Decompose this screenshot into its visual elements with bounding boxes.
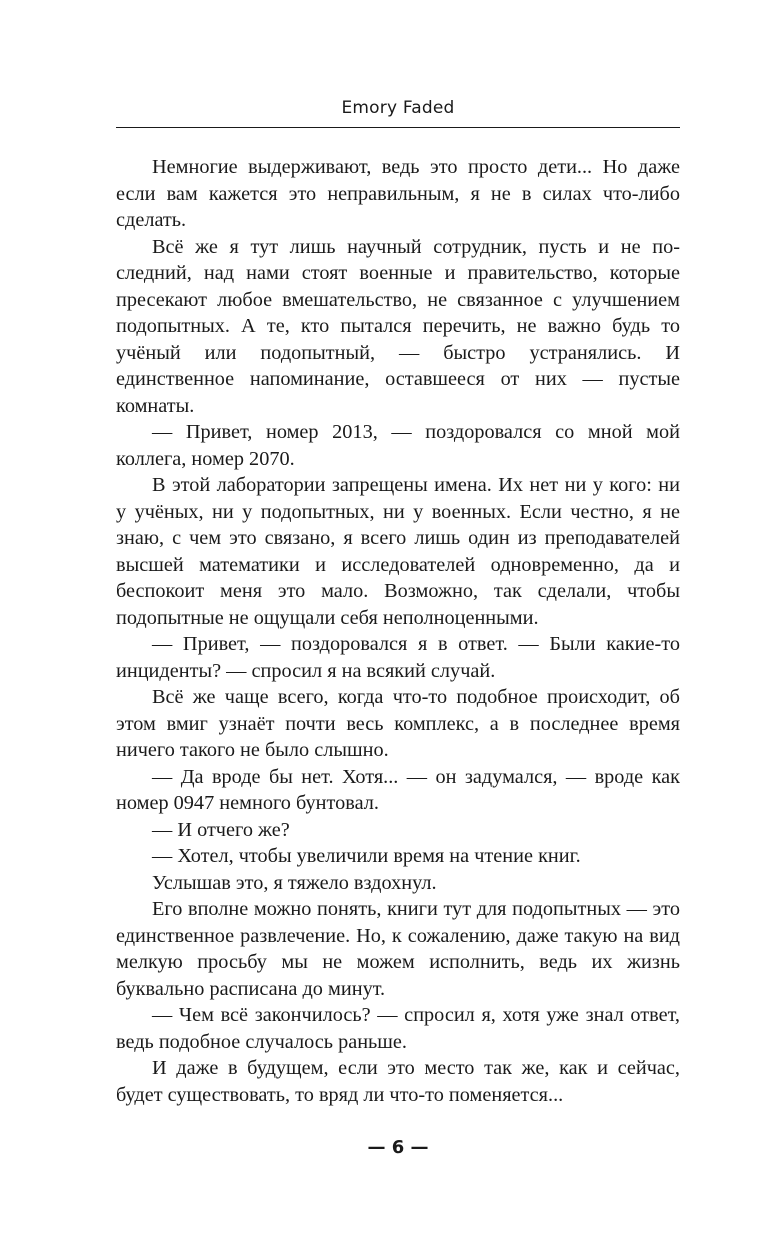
paragraph: Услышав это, я тяжело вздохнул. xyxy=(152,871,437,894)
paragraph: — Да вроде бы нет. Хотя... — он задумался, — вроде как номер 0947 немного бунтовал. xyxy=(116,765,680,814)
body-text xyxy=(116,154,680,1108)
page-number: — 6 — xyxy=(367,1137,429,1158)
paragraph: — И отчего же? xyxy=(152,818,290,841)
running-head-title: Emory Faded xyxy=(341,98,455,118)
paragraph: Всё же я тут лишь научный сотрудник, пусть и не последний, над нами стоят военные и правительство, которые пресекают любое вмешательство, не связанное с улучшением подопытных. А те, кто пытался перечить, не важно будь то учёный или подопытный, — быстро устранялись. И единственное напоминание, оставшееся от них — пустые комнаты. xyxy=(116,235,680,417)
paragraph: — Чем всё закончилось? — спросил я, хотя уже знал ответ, ведь подобное случалось раньше. xyxy=(116,1004,680,1053)
paragraph: Немногие выдерживают, ведь это просто дети... Но даже если вам кажется это неправильным, я не в силах что-либо сделать. xyxy=(116,156,680,231)
header-rule xyxy=(116,127,680,128)
paragraph: — Хотел, чтобы увеличили время на чтение книг. xyxy=(152,845,581,867)
paragraph: И даже в будущем, если это место так же, как и сейчас, будет существовать, то вряд ли что-то поменяется... xyxy=(116,1057,680,1106)
paragraph: — Привет, номер 2013, — поздоровался со мной мой коллега, номер 2070. xyxy=(116,421,680,470)
paragraph: — Привет, — поздоровался я в ответ. — Были какие-то инциденты? — спросил я на всякий случай. xyxy=(116,633,680,682)
paragraph: В этой лаборатории запрещены имена. Их нет ни у кого: ни у учёных, ни у подопытных, ни у военных. Если честно, я не знаю, с чем это связано, я всего лишь один из преподавателей высшей математики и исследователей одновременно, да и беспокоит меня это мало. Возможно, так сделали, чтобы подопытные не ощущали себя неполноценными. xyxy=(116,474,680,629)
paragraph: Всё же чаще всего, когда что-то подобное происходит, об этом вмиг узнаёт почти весь комплекс, а в последнее время ничего такого не было слышно. xyxy=(116,686,680,761)
paragraph: Его вполне можно понять, книги тут для подопытных — это единственное развлечение. Но, к сожалению, даже такую на вид мелкую просьбу мы не можем исполнить, ведь их жизнь буквально расписана до минут. xyxy=(116,898,680,1000)
